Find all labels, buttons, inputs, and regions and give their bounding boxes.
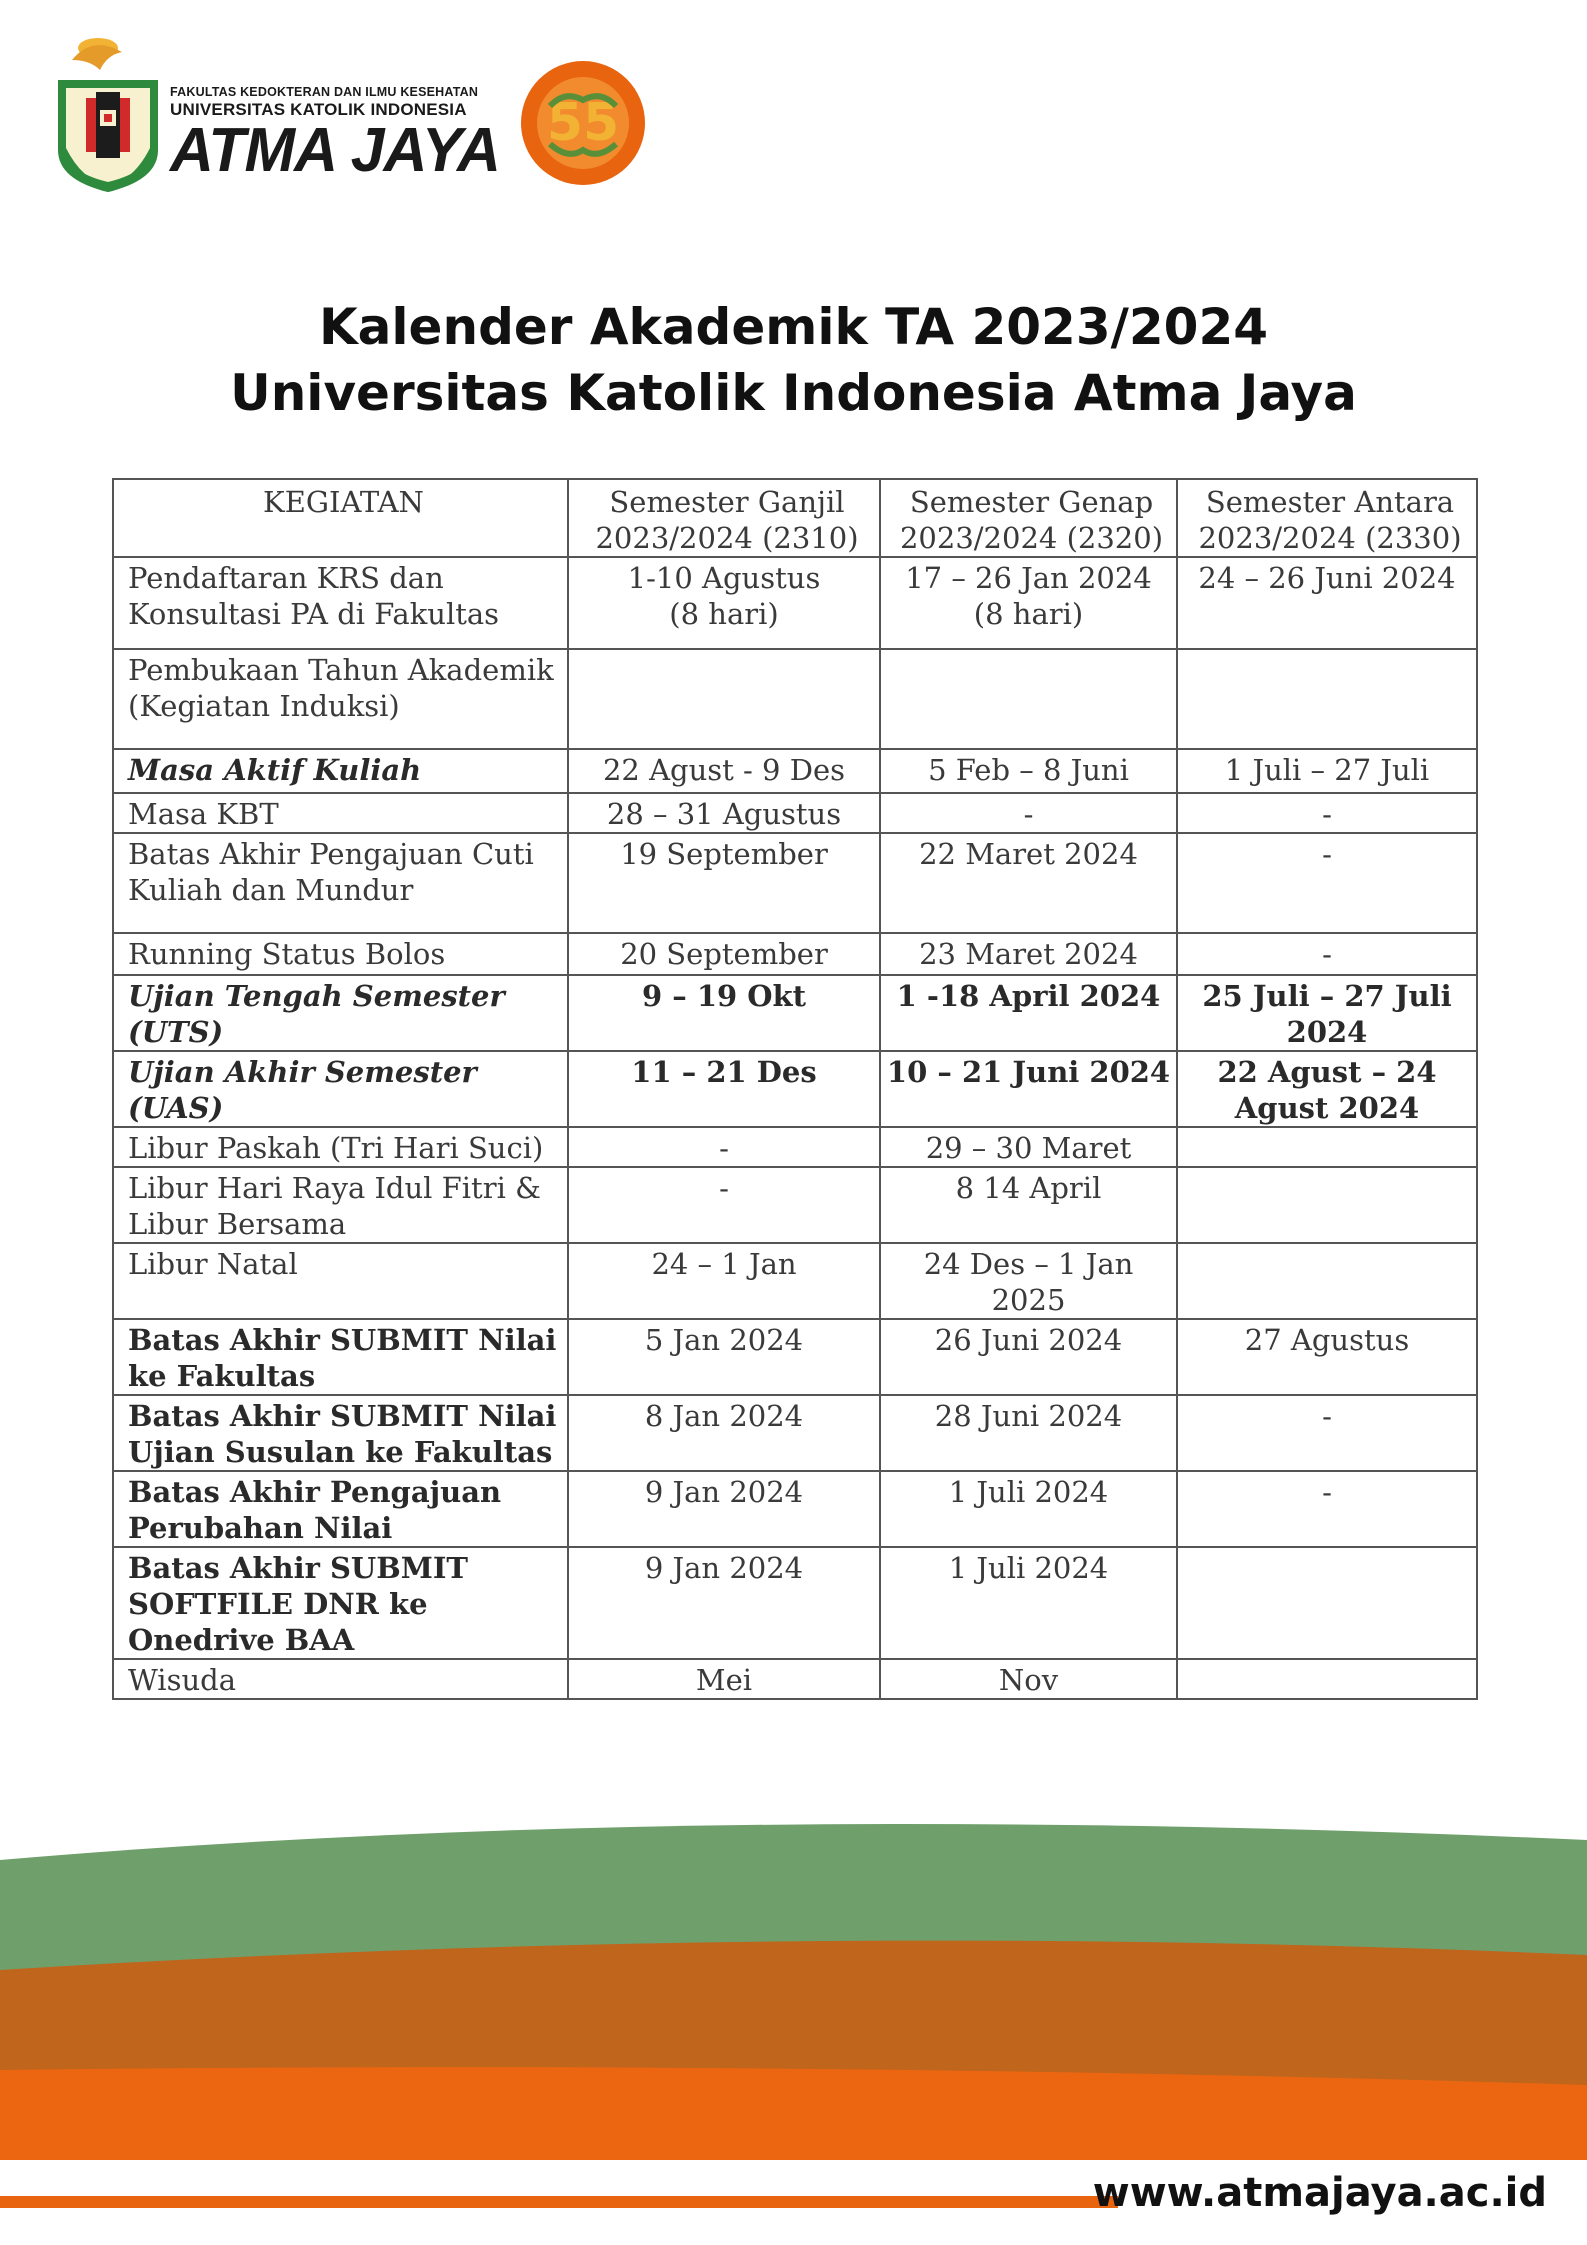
activity-cell: Pendaftaran KRS dan Konsultasi PA di Fakultas (113, 557, 568, 649)
activity-cell: Running Status Bolos (113, 933, 568, 975)
activity-cell: Pembukaan Tahun Akademik (Kegiatan Induksi) (113, 649, 568, 749)
activity-cell: Ujian Tengah Semester (UTS) (113, 975, 568, 1051)
activity-cell: Libur Natal (113, 1243, 568, 1319)
table-row (113, 749, 1477, 793)
table-row (113, 1471, 1477, 1547)
website-url: www.atmajaya.ac.id (1092, 2170, 1547, 2216)
ganjil-cell: 24 – 1 Jan (568, 1243, 880, 1319)
activity-cell: Ujian Akhir Semester (UAS) (113, 1051, 568, 1127)
activity-cell: Libur Hari Raya Idul Fitri & Libur Bersama (113, 1167, 568, 1243)
activity-cell: Wisuda (113, 1659, 568, 1699)
ganjil-cell: Mei (568, 1659, 880, 1699)
ganjil-cell: 5 Jan 2024 (568, 1319, 880, 1395)
genap-cell: 8 14 April (880, 1167, 1177, 1243)
table-row (113, 1127, 1477, 1167)
ganjil-cell: 9 Jan 2024 (568, 1471, 880, 1547)
column-header-ganjil: Semester Ganjil 2023/2024 (2310) (568, 479, 880, 557)
activity-cell: Batas Akhir Pengajuan Cuti Kuliah dan Mundur (113, 833, 568, 933)
genap-cell: 5 Feb – 8 Juni (880, 749, 1177, 793)
genap-cell: 1 Juli 2024 (880, 1471, 1177, 1547)
antara-cell (1177, 1659, 1477, 1699)
table-row (113, 649, 1477, 749)
genap-cell: 24 Des – 1 Jan 2025 (880, 1243, 1177, 1319)
ganjil-cell: 19 September (568, 833, 880, 933)
ganjil-cell: 8 Jan 2024 (568, 1395, 880, 1471)
activity-cell: Batas Akhir SUBMIT Nilai ke Fakultas (113, 1319, 568, 1395)
table-row (113, 1395, 1477, 1471)
antara-cell: - (1177, 833, 1477, 933)
antara-cell: - (1177, 933, 1477, 975)
university-name: UNIVERSITAS KATOLIK INDONESIA (170, 100, 467, 119)
genap-cell (880, 649, 1177, 749)
academic-calendar-table (112, 478, 1478, 1700)
genap-cell: 28 Juni 2024 (880, 1395, 1177, 1471)
genap-cell: 23 Maret 2024 (880, 933, 1177, 975)
antara-cell: - (1177, 1471, 1477, 1547)
activity-cell: Masa KBT (113, 793, 568, 833)
ganjil-cell: - (568, 1167, 880, 1243)
antara-cell (1177, 1547, 1477, 1659)
ganjil-cell: - (568, 1127, 880, 1167)
table-row (113, 1659, 1477, 1699)
genap-cell: 1 -18 April 2024 (880, 975, 1177, 1051)
atma-jaya-crest-logo (52, 30, 164, 195)
genap-cell: 29 – 30 Maret (880, 1127, 1177, 1167)
genap-cell: 26 Juni 2024 (880, 1319, 1177, 1395)
ganjil-cell: 20 September (568, 933, 880, 975)
ganjil-cell (568, 649, 880, 749)
antara-cell: 25 Juli – 27 Juli 2024 (1177, 975, 1477, 1051)
column-header-antara: Semester Antara 2023/2024 (2330) (1177, 479, 1477, 557)
activity-cell: Batas Akhir SUBMIT Nilai Ujian Susulan ke Fakultas (113, 1395, 568, 1471)
table-header-row (113, 479, 1477, 557)
brand-wordmark: ATMA JAYA (170, 116, 500, 185)
ganjil-cell: 28 – 31 Agustus (568, 793, 880, 833)
activity-cell: Batas Akhir Pengajuan Perubahan Nilai (113, 1471, 568, 1547)
genap-cell: 22 Maret 2024 (880, 833, 1177, 933)
antara-cell: 27 Agustus (1177, 1319, 1477, 1395)
ganjil-cell: 11 – 21 Des (568, 1051, 880, 1127)
antara-cell (1177, 1167, 1477, 1243)
column-header-genap: Semester Genap 2023/2024 (2320) (880, 479, 1177, 557)
organization-text (170, 84, 507, 185)
table-row (113, 793, 1477, 833)
genap-cell: 1 Juli 2024 (880, 1547, 1177, 1659)
antara-cell (1177, 1243, 1477, 1319)
ganjil-cell: 1-10 Agustus (8 hari) (568, 557, 880, 649)
activity-cell: Libur Paskah (Tri Hari Suci) (113, 1127, 568, 1167)
faculty-name: FAKULTAS KEDOKTERAN DAN ILMU KESEHATAN (170, 85, 479, 99)
table-row (113, 1319, 1477, 1395)
antara-cell: 22 Agust – 24 Agust 2024 (1177, 1051, 1477, 1127)
header (52, 30, 752, 200)
page-title-line2: Universitas Katolik Indonesia Atma Jaya (230, 364, 1357, 422)
page-title-line1: Kalender Akademik TA 2023/2024 (318, 298, 1269, 356)
ganjil-cell: 9 Jan 2024 (568, 1547, 880, 1659)
ganjil-cell: 9 – 19 Okt (568, 975, 880, 1051)
table-row (113, 1243, 1477, 1319)
table-row (113, 833, 1477, 933)
genap-cell: 17 – 26 Jan 2024 (8 hari) (880, 557, 1177, 649)
activity-cell: Masa Aktif Kuliah (113, 749, 568, 793)
antara-cell (1177, 649, 1477, 749)
activity-cell: Batas Akhir SUBMIT SOFTFILE DNR ke Onedrive BAA (113, 1547, 568, 1659)
table-row (113, 557, 1477, 649)
table-row (113, 933, 1477, 975)
genap-cell: 10 – 21 Juni 2024 (880, 1051, 1177, 1127)
table-row (113, 975, 1477, 1051)
ganjil-cell: 22 Agust - 9 Des (568, 749, 880, 793)
genap-cell: Nov (880, 1659, 1177, 1699)
table-row (113, 1051, 1477, 1127)
antara-cell: 24 – 26 Juni 2024 (1177, 557, 1477, 649)
table-row (113, 1167, 1477, 1243)
dies-natalis-55-logo (520, 60, 646, 186)
antara-cell: - (1177, 793, 1477, 833)
svg-text:55: 55 (546, 93, 620, 153)
column-header-kegiatan: KEGIATAN (113, 479, 568, 557)
antara-cell: - (1177, 1395, 1477, 1471)
table-row (113, 1547, 1477, 1659)
antara-cell: 1 Juli – 27 Juli (1177, 749, 1477, 793)
footer-accent-line (0, 2196, 1118, 2208)
footer-wave-decoration (0, 1820, 1587, 2160)
genap-cell: - (880, 793, 1177, 833)
antara-cell (1177, 1127, 1477, 1167)
